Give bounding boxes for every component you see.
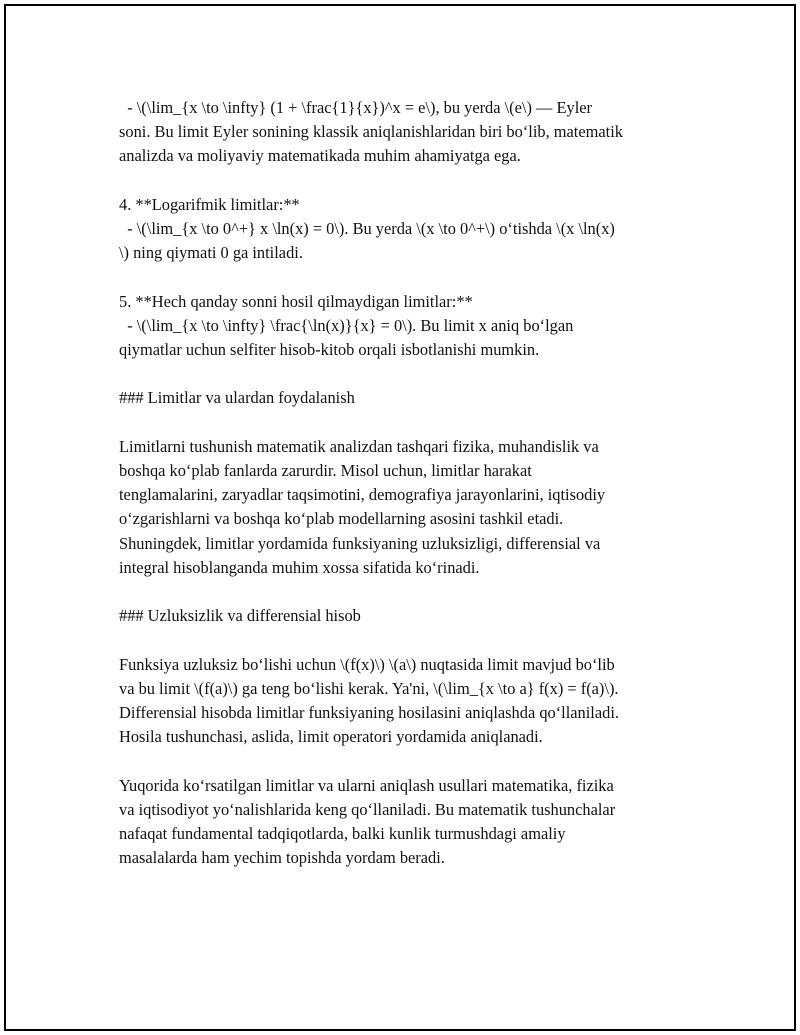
section-heading-continuity: [119, 604, 691, 628]
text-line: Hosila tushunchasi, aslida, limit operatori yordamida aniqlanadi.: [119, 727, 543, 747]
text-line: tenglamalarini, zaryadlar taqsimotini, demografiya jarayonlarini, iqtisodiy: [119, 485, 606, 505]
paragraph-continuity: [119, 653, 691, 750]
paragraph-log-limits: [119, 193, 691, 266]
text-line: soni. Bu limit Eyler sonining klassik aniqlanishlaridan biri boʻlib, matematik: [119, 122, 623, 142]
text-line: nafaqat fundamental tadqiqotlarda, balki kunlik turmushdagi amaliy: [119, 823, 566, 843]
text-line: - \(\lim_{x \to \infty} \frac{\ln(x)}{x} = 0\). Bu limit x aniq boʻlgan: [119, 315, 574, 335]
text-line: va bu limit \(f(a)\) ga teng boʻlishi kerak. Ya'ni, \(\lim_{x \to a} f(x) = f(a)\).: [119, 678, 619, 698]
paragraph-zero-limits: [119, 290, 691, 363]
list-item-heading: 5. **Hech qanday sonni hosil qilmaydigan limitlar:**: [119, 291, 473, 311]
text-line: boshqa koʻplab fanlarda zarurdir. Misol uchun, limitlar harakat: [119, 460, 532, 480]
text-line: Limitlarni tushunish matematik analizdan tashqari fizika, muhandislik va: [119, 436, 599, 456]
text-line: Funksiya uzluksiz boʻlishi uchun \(f(x)\) \(a\) nuqtasida limit mavjud boʻlib: [119, 654, 615, 674]
document-page: [4, 4, 796, 1031]
text-line: qiymatlar uchun selfiter hisob-kitob orqali isbotlanishi mumkin.: [119, 340, 540, 359]
text-line: \) ning qiymati 0 ga intiladi.: [119, 243, 303, 263]
document-body: [119, 96, 691, 895]
text-line: oʻzgarishlarni va boshqa koʻplab modellarning asosini tashkil etadi.: [119, 509, 564, 529]
section-heading-limits-usage: [119, 386, 691, 410]
paragraph-conclusion: [119, 774, 691, 871]
text-line: Yuqorida koʻrsatilgan limitlar va ularni aniqlash usullari matematika, fizika: [119, 775, 614, 795]
paragraph-euler-limit: [119, 96, 691, 169]
section-heading: ### Limitlar va ulardan foydalanish: [119, 388, 355, 408]
text-line: masalalarda ham yechim topishda yordam beradi.: [119, 848, 445, 868]
text-line: Differensial hisobda limitlar funksiyaning hosilasini aniqlashda qoʻllaniladi.: [119, 702, 619, 722]
section-heading: ### Uzluksizlik va differensial hisob: [119, 606, 361, 626]
text-line: analizda va moliyaviy matematikada muhim ahamiyatga ega.: [119, 146, 521, 166]
text-line: - \(\lim_{x \to \infty} (1 + \frac{1}{x})^x = e\), bu yerda \(e\) — Eyler: [119, 98, 593, 117]
text-line: Shuningdek, limitlar yordamida funksiyaning uzluksizligi, differensial va: [119, 533, 601, 553]
text-line: - \(\lim_{x \to 0^+} x \ln(x) = 0\). Bu yerda \(x \to 0^+\) oʻtishda \(x \ln(x): [119, 219, 615, 238]
paragraph-limits-usage: [119, 435, 691, 580]
list-item-heading: 4. **Logarifmik limitlar:**: [119, 194, 300, 214]
text-line: va iqtisodiyot yoʻnalishlarida keng qoʻllaniladi. Bu matematik tushunchalar: [119, 799, 616, 819]
text-line: integral hisoblanganda muhim xossa sifatida koʻrinadi.: [119, 557, 480, 577]
